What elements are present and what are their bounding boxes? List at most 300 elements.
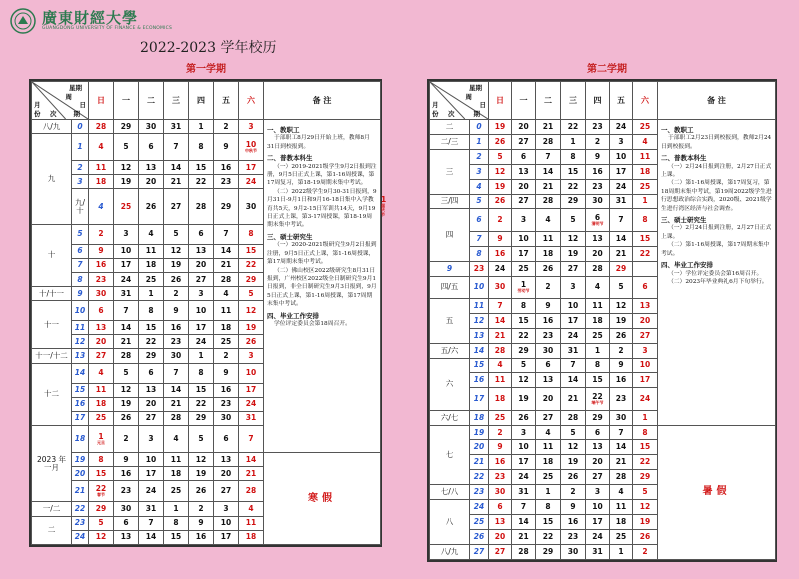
- day-cell: 7: [489, 298, 512, 313]
- day-cell: 29: [114, 120, 139, 134]
- day-cell: 7: [164, 363, 189, 383]
- corner-period: 份: [432, 110, 439, 118]
- month-label: 二: [430, 120, 470, 135]
- day-cell: 24: [139, 481, 164, 502]
- day-cell: 12: [512, 373, 536, 388]
- week-number: 13: [72, 349, 89, 363]
- day-cell: 27: [536, 410, 561, 425]
- day-cell: 6: [189, 224, 214, 244]
- day-cell: 11: [139, 244, 164, 258]
- week-number: 19: [72, 453, 89, 467]
- day-cell: 29: [239, 272, 264, 286]
- month-label: 八/九: [32, 120, 72, 134]
- day-cell: 20: [489, 529, 512, 544]
- day-cell: 24: [633, 388, 658, 410]
- day-cell: 24: [239, 397, 264, 411]
- holiday-tag: 中秋节: [245, 147, 257, 153]
- day-cell: 4: [139, 224, 164, 244]
- week-number: 2: [72, 161, 89, 175]
- day-cell: 21: [164, 397, 189, 411]
- day-cell: 30: [489, 485, 512, 500]
- day-cell: 14: [239, 453, 264, 467]
- day-cell: 10: [512, 440, 536, 455]
- day-cell: 15: [512, 313, 536, 328]
- day-cell: 23: [561, 529, 586, 544]
- day-cell: 19: [114, 397, 139, 411]
- week-number: 2: [470, 149, 489, 164]
- day-header: 三: [561, 82, 586, 120]
- day-cell: 17: [139, 467, 164, 481]
- week-number: 22: [470, 470, 489, 485]
- day-cell: 18: [164, 467, 189, 481]
- week-number: 17: [470, 388, 489, 410]
- day-cell: 21: [610, 455, 633, 470]
- day-cell: 17: [633, 373, 658, 388]
- day-cell: 30: [114, 502, 139, 516]
- day-cell: 4: [536, 209, 561, 231]
- day-cell: 19: [239, 321, 264, 335]
- day-cell: 8: [633, 209, 658, 231]
- day-cell: 2: [610, 343, 633, 358]
- day-cell: 26: [114, 411, 139, 425]
- day-cell: 14: [164, 161, 189, 175]
- day-cell: 27: [139, 411, 164, 425]
- day-cell: 10: [586, 500, 610, 515]
- day-cell: 27: [89, 349, 114, 363]
- week-number: 8: [470, 246, 489, 261]
- day-cell: 4: [214, 287, 239, 301]
- day-cell: 6: [586, 425, 610, 440]
- day-cell: 28: [114, 349, 139, 363]
- day-cell: 21: [512, 529, 536, 544]
- day-cell: 13: [586, 440, 610, 455]
- day-header: 一: [114, 82, 139, 120]
- day-cell: 15: [139, 321, 164, 335]
- day-cell: 23: [214, 397, 239, 411]
- day-cell: 18: [89, 397, 114, 411]
- day-cell: 27: [489, 544, 512, 559]
- week-number: 14: [470, 343, 489, 358]
- day-cell: 4: [89, 134, 114, 161]
- day-cell: 2: [214, 120, 239, 134]
- day-cell: 27: [633, 328, 658, 343]
- day-cell: 29: [633, 470, 658, 485]
- day-cell: 4: [489, 358, 512, 373]
- day-header: 一: [512, 82, 536, 120]
- day-cell: 16: [536, 313, 561, 328]
- day-cell: 3: [139, 425, 164, 452]
- week-number: 20: [470, 440, 489, 455]
- month-label: 2023 年 一月: [32, 425, 72, 502]
- corner-period: 份: [34, 110, 41, 118]
- day-cell: 1: [536, 485, 561, 500]
- week-number: 1: [72, 134, 89, 161]
- day-cell: 4: [89, 363, 114, 383]
- day-cell: 28: [214, 272, 239, 286]
- day-cell: 6: [512, 149, 536, 164]
- day-cell: 19: [512, 388, 536, 410]
- week-number: 6: [470, 209, 489, 231]
- day-cell: 20: [536, 388, 561, 410]
- day-cell: 1: [561, 134, 586, 149]
- day-cell: 26: [489, 194, 512, 209]
- day-cell: 31: [512, 485, 536, 500]
- day-cell: 11: [89, 161, 114, 175]
- day-cell: 28: [561, 410, 586, 425]
- day-cell: 25: [489, 410, 512, 425]
- day-cell: 19: [561, 455, 586, 470]
- day-cell: 24: [189, 335, 214, 349]
- day-cell: 1: [139, 287, 164, 301]
- university-name-en: GUANGDONG UNIVERSITY OF FINANCE & ECONOMICS: [42, 26, 173, 31]
- week-number: 16: [72, 397, 89, 411]
- day-cell: 2: [89, 224, 114, 244]
- day-cell: 27: [512, 194, 536, 209]
- day-cell: 16: [586, 164, 610, 179]
- day-cell: 30: [89, 287, 114, 301]
- day-cell: 12: [114, 161, 139, 175]
- day-cell: 15: [164, 530, 189, 544]
- day-cell: 28: [512, 544, 536, 559]
- day-cell: 28: [189, 189, 214, 224]
- day-cell: 6: [89, 301, 114, 321]
- month-label: 六: [430, 358, 470, 410]
- week-number: 3: [72, 175, 89, 189]
- day-cell: 5: [561, 209, 586, 231]
- month-label: 三/四: [430, 194, 470, 209]
- day-cell: 8: [189, 134, 214, 161]
- day-cell: 5: [489, 149, 512, 164]
- day-cell: 22: [633, 246, 658, 261]
- day-cell: 9: [89, 244, 114, 258]
- month-label: 十二: [32, 363, 72, 425]
- day-cell: 18: [239, 530, 264, 544]
- note-paragraph: （一）2020-2021级研究生9月2日报到注册，9月5日正式上课，第1-16周授课，第17周期末集中考试。: [267, 242, 377, 266]
- day-cell: 19: [489, 179, 512, 194]
- day-cell: 31: [114, 287, 139, 301]
- day-cell: 7: [239, 425, 264, 452]
- day-cell: 20: [189, 258, 214, 272]
- day-cell: 29: [214, 189, 239, 224]
- day-cell: 10: [214, 516, 239, 530]
- day-cell: 1: [633, 410, 658, 425]
- day-cell: 23: [214, 175, 239, 189]
- day-cell: 14: [610, 440, 633, 455]
- day-cell: 12: [610, 298, 633, 313]
- university-seal-icon: [10, 8, 36, 34]
- day-cell: 17: [512, 455, 536, 470]
- week-row: 九/十 4 25 26 27 28 29 30 1 国庆节: [32, 189, 381, 224]
- week-number: 12: [470, 313, 489, 328]
- corner-week: 星期: [69, 84, 82, 92]
- week-number: 24: [72, 530, 89, 544]
- day-cell: 26: [489, 134, 512, 149]
- day-cell: 28: [239, 481, 264, 502]
- day-cell: 24: [561, 328, 586, 343]
- corner-header: [430, 82, 489, 120]
- day-cell: 21: [610, 246, 633, 261]
- day-cell: 14: [512, 515, 536, 530]
- day-cell: 11: [239, 516, 264, 530]
- day-cell: 9: [586, 149, 610, 164]
- day-cell: 25: [633, 179, 658, 194]
- week-number: 19: [470, 425, 489, 440]
- day-header: 日: [89, 82, 114, 120]
- day-cell: 17: [239, 161, 264, 175]
- week-row: [430, 425, 776, 440]
- day-cell: 2: [489, 425, 512, 440]
- day-cell: 30: [610, 410, 633, 425]
- day-cell: 25: [536, 470, 561, 485]
- day-cell: 29: [139, 349, 164, 363]
- day-cell: 16: [189, 530, 214, 544]
- day-cell: 30: [164, 349, 189, 363]
- day-cell: 23: [489, 470, 512, 485]
- week-number: 26: [470, 529, 489, 544]
- day-cell: 2: [633, 544, 658, 559]
- day-cell: 27: [214, 481, 239, 502]
- day-cell: 6: [139, 134, 164, 161]
- day-cell: 24: [239, 175, 264, 189]
- day-cell: 21: [489, 328, 512, 343]
- note-title: 一、教职工: [661, 126, 694, 134]
- week-number: 11: [72, 321, 89, 335]
- day-cell: 17: [561, 313, 586, 328]
- day-cell: 28: [536, 134, 561, 149]
- day-cell: 23: [114, 481, 139, 502]
- day-cell: 6: [536, 358, 561, 373]
- day-cell: 15: [561, 164, 586, 179]
- university-name-cn: 廣東財經大學: [42, 9, 139, 27]
- day-cell: 21: [239, 467, 264, 481]
- week-number: 1: [470, 134, 489, 149]
- note-paragraph: （一）学位评定委员会第16周召开。: [667, 270, 763, 277]
- day-cell: 25: [114, 189, 139, 224]
- day-cell: 12: [239, 301, 264, 321]
- day-cell: 16: [610, 373, 633, 388]
- day-cell: 17: [239, 383, 264, 397]
- day-cell: 15: [189, 383, 214, 397]
- day-header: 二: [536, 82, 561, 120]
- week-number: 12: [72, 335, 89, 349]
- day-cell: 19: [633, 515, 658, 530]
- week-number: 17: [72, 411, 89, 425]
- day-cell: 8: [189, 363, 214, 383]
- day-cell: 30: [536, 343, 561, 358]
- day-cell: 10: [139, 453, 164, 467]
- day-cell: 22 春节: [89, 481, 114, 502]
- day-cell: 19: [189, 467, 214, 481]
- note-paragraph: 于部职工2月23日到校报到，教师2月24日到校报到。: [661, 135, 772, 150]
- day-cell: 14: [489, 313, 512, 328]
- day-cell: 1: [189, 120, 214, 134]
- day-cell: 9: [610, 358, 633, 373]
- corner-day: 日: [479, 101, 486, 109]
- day-cell: 17: [512, 246, 536, 261]
- week-number: 18: [470, 410, 489, 425]
- day-cell: 31: [610, 194, 633, 209]
- day-cell: 24: [512, 470, 536, 485]
- day-cell: 30: [586, 194, 610, 209]
- day-cell: 11: [489, 373, 512, 388]
- day-cell: 20: [214, 467, 239, 481]
- day-cell: 12: [489, 164, 512, 179]
- day-cell: 23: [610, 388, 633, 410]
- corner-day: 日: [79, 101, 86, 109]
- day-cell: 23: [536, 328, 561, 343]
- holiday-tag: 元旦: [97, 439, 105, 445]
- week-number: 16: [470, 373, 489, 388]
- day-cell: 15: [633, 231, 658, 246]
- university-logo: [10, 8, 172, 34]
- day-cell: 14: [214, 244, 239, 258]
- day-cell: 17: [610, 164, 633, 179]
- month-label: 五: [430, 298, 470, 343]
- day-cell: 19: [561, 246, 586, 261]
- day-cell: 20: [512, 120, 536, 135]
- week-number: 11: [470, 298, 489, 313]
- holiday-tag: 端午节: [591, 399, 604, 405]
- month-label: 二: [32, 516, 72, 545]
- month-label: 七: [430, 425, 470, 485]
- day-cell: 18: [489, 388, 512, 410]
- day-cell: 8: [561, 149, 586, 164]
- day-cell: 18: [214, 321, 239, 335]
- day-cell: 11: [536, 231, 561, 246]
- note-paragraph: （一）2月24日报到注册，2月27日正式上课。: [661, 225, 772, 240]
- day-cell: 13: [536, 373, 561, 388]
- day-cell: 26: [633, 529, 658, 544]
- day-cell: 11: [610, 500, 633, 515]
- day-cell: 6: [633, 276, 658, 298]
- day-cell: 1: [586, 343, 610, 358]
- day-cell: 20: [512, 179, 536, 194]
- day-cell: 13: [189, 244, 214, 258]
- day-header: 三: [164, 82, 189, 120]
- corner-order: 次: [50, 110, 57, 118]
- day-cell: 12: [633, 500, 658, 515]
- day-cell: 26: [610, 328, 633, 343]
- month-label: 八: [430, 500, 470, 545]
- day-cell: 22: [561, 179, 586, 194]
- week-number: 21: [470, 455, 489, 470]
- day-cell: 8: [164, 516, 189, 530]
- day-cell: 9: [536, 298, 561, 313]
- note-title: 二、普教本科生: [267, 154, 313, 163]
- note-paragraph: （二）佛山校区2022级研究生8月31日报到，广州校区2022级全日制研究生9月1日报到，非全日制研究生9月3日报到，9月5日正式上课，第1-16周授课，第17周期末集中考试。: [267, 267, 377, 308]
- week-number: 13: [470, 328, 489, 343]
- day-cell: 11: [536, 440, 561, 455]
- day-cell: 3: [214, 502, 239, 516]
- day-cell: 9: [489, 440, 512, 455]
- day-cell: 1: [189, 349, 214, 363]
- day-cell: 3: [114, 224, 139, 244]
- day-cell: 2: [586, 134, 610, 149]
- day-cell: 27: [189, 272, 214, 286]
- month-label: 十/十一: [32, 287, 72, 301]
- day-cell: 25: [512, 261, 536, 276]
- day-cell: 31: [139, 502, 164, 516]
- holiday-tag: 清明节: [591, 220, 604, 226]
- day-cell: 18: [633, 164, 658, 179]
- day-cell: 2: [536, 276, 561, 298]
- day-cell: 9: [214, 134, 239, 161]
- day-cell: 24: [586, 529, 610, 544]
- day-cell: 22: [139, 335, 164, 349]
- day-cell: 4: [610, 485, 633, 500]
- day-cell: 24: [610, 120, 633, 135]
- day-cell: 31: [239, 411, 264, 425]
- day-cell: 9: [489, 231, 512, 246]
- day-cell: 21: [536, 120, 561, 135]
- week-number: 25: [470, 515, 489, 530]
- day-cell: 27: [512, 134, 536, 149]
- day-cell: 7: [536, 149, 561, 164]
- day-cell: 13: [214, 453, 239, 467]
- corner-order: 次: [448, 110, 455, 118]
- day-header: 四: [189, 82, 214, 120]
- day-cell: 17: [189, 321, 214, 335]
- note-title: 二、普教本科生: [661, 154, 707, 163]
- day-cell: 11: [214, 301, 239, 321]
- notes-cell: [658, 120, 776, 426]
- day-cell: 15: [586, 373, 610, 388]
- day-cell: 3: [189, 287, 214, 301]
- day-header: 六: [239, 82, 264, 120]
- week-number: 6: [72, 244, 89, 258]
- day-cell: 23: [164, 335, 189, 349]
- week-number: 22: [72, 502, 89, 516]
- day-cell: 3: [239, 120, 264, 134]
- day-cell: 18: [610, 515, 633, 530]
- day-cell: 18: [586, 313, 610, 328]
- day-cell: 7: [214, 224, 239, 244]
- note-title: 四、毕业工作安排: [267, 311, 319, 320]
- day-cell: 22: [189, 397, 214, 411]
- day-cell: 12: [561, 231, 586, 246]
- day-cell: 15: [536, 515, 561, 530]
- day-cell: 21: [214, 258, 239, 272]
- week-number: 18: [72, 425, 89, 452]
- day-cell: 8: [89, 453, 114, 467]
- week-number: 10: [470, 276, 489, 298]
- day-cell: 8: [536, 500, 561, 515]
- day-cell: 6: [489, 500, 512, 515]
- day-cell: 5: [164, 224, 189, 244]
- week-number: 5: [470, 194, 489, 209]
- day-cell: 2: [561, 485, 586, 500]
- note-title: 三、硕士研究生: [267, 232, 313, 241]
- note-paragraph: （二）2023年毕业典礼6月下旬举行。: [667, 278, 768, 285]
- day-cell: 18: [89, 175, 114, 189]
- corner-month: 月: [34, 101, 41, 109]
- month-label: 十一: [32, 301, 72, 349]
- day-cell: 16: [561, 515, 586, 530]
- day-cell: 28: [164, 411, 189, 425]
- holiday-tag: 春节: [97, 492, 105, 498]
- day-cell: 4: [586, 276, 610, 298]
- day-cell: 1: [164, 502, 189, 516]
- day-header: 四: [586, 82, 610, 120]
- week-number: 8: [72, 272, 89, 286]
- corner-w: 周: [465, 93, 472, 101]
- day-cell: 15: [633, 440, 658, 455]
- day-cell: 21: [164, 175, 189, 189]
- day-cell: 5: [89, 516, 114, 530]
- day-cell: 12: [561, 440, 586, 455]
- day-cell: 16: [114, 467, 139, 481]
- week-number: 15: [72, 383, 89, 397]
